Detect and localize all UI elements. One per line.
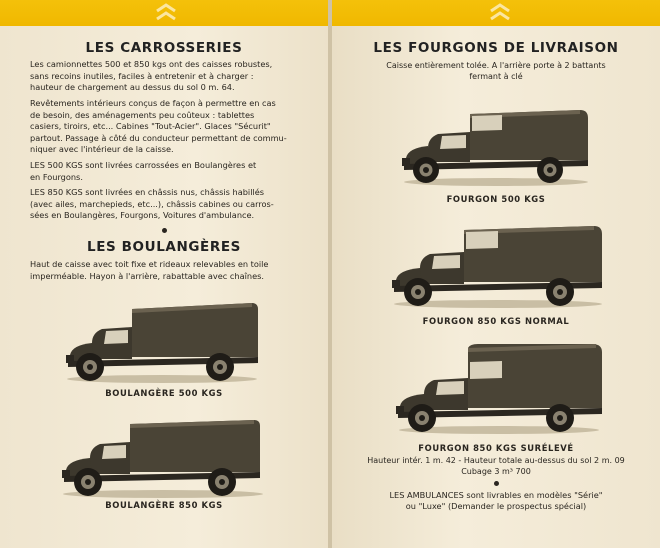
caption-fourgon-850-sureleve: FOURGON 850 KGS SURÉLEVÉ xyxy=(418,443,574,453)
caption-boulangere-500: BOULANGÈRE 500 KGS xyxy=(105,388,223,398)
double-chevron-logo-icon xyxy=(488,0,512,26)
paragraph-850-kgs: LES 850 KGS sont livrées en châssis nus, châssis habillés (avec ailes, marchepieds, etc...), châssis cabines ou carros- sées en Boulangères, Fourgons, Voitures d'ambulance. xyxy=(30,187,274,220)
boulangere-500-illustration xyxy=(62,293,262,385)
bullet-separator xyxy=(162,228,167,233)
caption-boulangere-850: BOULANGÈRE 850 KGS xyxy=(105,500,223,510)
heading-carrosseries: LES CARROSSERIES xyxy=(85,40,243,56)
paragraph-ambulances: LES AMBULANCES sont livrables en modèles "Série" ou "Luxe" (Demander le prospectus spécial) xyxy=(389,490,603,511)
heading-boulangeres: LES BOULANGÈRES xyxy=(87,239,241,255)
boulangere-850-illustration xyxy=(58,412,268,500)
paragraph-boulangeres: Haut de caisse avec toit fixe et rideaux relevables en toile imperméable. Hayon à l'arrière, rabattable avec chaînes. xyxy=(30,259,269,281)
fourgon-500-illustration xyxy=(398,104,594,188)
caption-fourgon-850-normal: FOURGON 850 KGS NORMAL xyxy=(422,316,570,326)
caption-fourgon-500: FOURGON 500 KGS xyxy=(446,194,546,204)
paragraph-revetements: Revêtements intérieurs conçus de façon à permettre en cas de besoin, des aménagements peu coûteux : tablettes casiers, tiroirs, etc... Cabines "Tout-Acier". Glaces "Sécurit" partout. Passage à côté du conducteur permettant de commu- niquer avec l'intérieur de la caisse. xyxy=(30,98,287,154)
paragraph-500-kgs: LES 500 KGS sont livrées carrossées en Boulangères et en Fourgons. xyxy=(30,160,257,182)
left-page xyxy=(0,0,328,548)
right-page xyxy=(332,0,660,548)
fourgon-850-sureleve-illustration xyxy=(392,342,606,436)
double-chevron-logo-icon xyxy=(154,0,178,26)
paragraph-specs: Hauteur intér. 1 m. 42 - Hauteur totale au-dessus du sol 2 m. 09 Cubage 3 m³ 700 xyxy=(367,456,625,476)
bullet-separator xyxy=(494,481,499,486)
fourgon-850-normal-illustration xyxy=(388,222,608,310)
heading-fourgons: LES FOURGONS DE LIVRAISON xyxy=(373,40,619,56)
paragraph-camionnettes: Les camionnettes 500 et 850 kgs ont des caisses robustes, sans recoins inutiles, faciles à entretenir et à charger : hauteur de chargement au dessus du sol 0 m. 64. xyxy=(30,59,273,92)
paragraph-fourgons-intro: Caisse entièrement tolée. A l'arrière porte à 2 battants fermant à clé xyxy=(386,61,606,81)
